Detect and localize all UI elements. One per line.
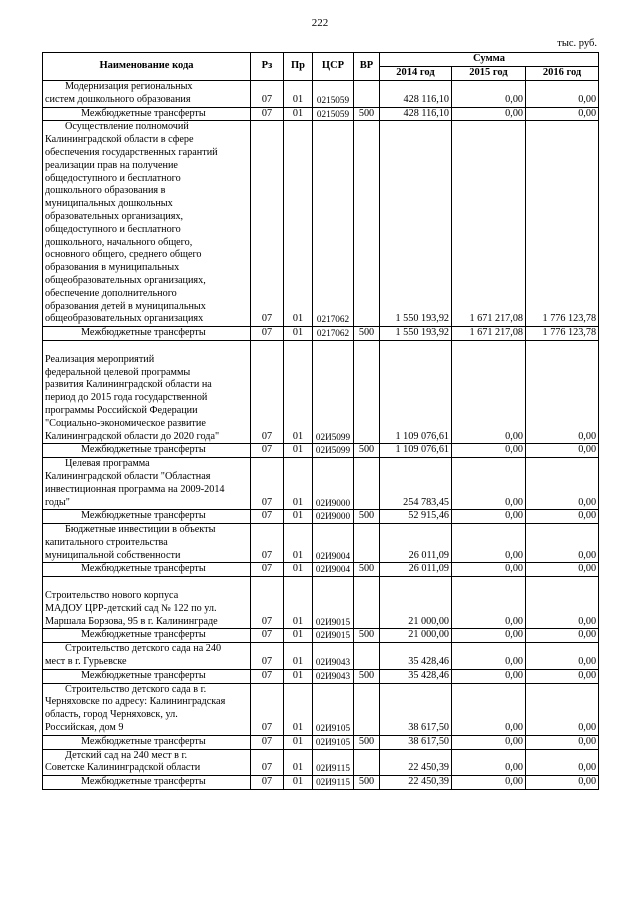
cell-rz: 07: [251, 643, 284, 670]
row-name-line: Советске Калининградской области: [45, 762, 201, 774]
table-row: [43, 444, 599, 458]
row-name: [43, 524, 251, 563]
cell-v2016: 0,00: [526, 629, 599, 643]
cell-v2014: 35 428,46: [380, 643, 452, 670]
cell-vr: [354, 749, 380, 776]
row-name: [43, 340, 251, 443]
cell-vr: [354, 577, 380, 629]
table-row: [43, 510, 599, 524]
row-name-line: Реализация мероприятий: [45, 353, 155, 365]
cell-pr: 01: [284, 510, 313, 524]
row-name: [43, 577, 251, 629]
cell-vr: [354, 683, 380, 735]
cell-pr: 01: [284, 107, 313, 121]
row-name: [43, 669, 251, 683]
cell-csr: 02И9043: [313, 643, 354, 670]
row-name-line: Калининградской области "Областная: [45, 470, 211, 482]
cell-v2016: 0,00: [526, 458, 599, 510]
cell-vr: 500: [354, 629, 380, 643]
cell-v2016: 0,00: [526, 563, 599, 577]
table-row: [43, 524, 599, 563]
row-name-line: систем дошкольного образования: [45, 93, 191, 105]
row-name: [43, 563, 251, 577]
row-name-line: дошкольного образования в: [45, 185, 166, 197]
cell-v2014: 21 000,00: [380, 629, 452, 643]
cell-v2015: 0,00: [452, 683, 526, 735]
row-name: [43, 444, 251, 458]
cell-v2014: 1 550 193,92: [380, 121, 452, 327]
header-csr: ЦСР: [313, 53, 354, 81]
row-name-line: "Социально-экономическое развитие: [45, 417, 206, 429]
row-name-line: развития Калининградской области на: [45, 379, 212, 391]
cell-pr: 01: [284, 643, 313, 670]
cell-rz: 07: [251, 444, 284, 458]
row-name-line: образования детей в муниципальных: [45, 300, 206, 312]
cell-rz: 07: [251, 121, 284, 327]
units-label: тыс. руб.: [557, 38, 597, 49]
cell-v2015: 0,00: [452, 629, 526, 643]
cell-csr: 02И9043: [313, 669, 354, 683]
row-name-line: основного общего, среднего общего: [45, 249, 202, 261]
row-name-line: Российская, дом 9: [45, 722, 124, 734]
row-name-line: инвестиционная программа на 2009-2014: [45, 483, 225, 495]
row-name-line: Детский сад на 240 мест в г.: [65, 749, 188, 761]
cell-csr: 02И9115: [313, 749, 354, 776]
cell-pr: 01: [284, 577, 313, 629]
row-name-line: Межбюджетные трансферты: [81, 669, 206, 681]
row-name: [43, 458, 251, 510]
row-name-line: реализации прав на получение: [45, 159, 178, 171]
row-name: [43, 776, 251, 790]
row-name-line: [45, 341, 248, 354]
cell-v2016: 0,00: [526, 340, 599, 443]
cell-rz: 07: [251, 563, 284, 577]
cell-vr: 500: [354, 563, 380, 577]
header-sum: Сумма: [380, 53, 599, 67]
row-name-line: образовательных организациях,: [45, 210, 184, 222]
row-name-line: Строительство нового корпуса: [45, 590, 179, 602]
row-name-line: [45, 577, 248, 590]
cell-vr: [354, 458, 380, 510]
row-name: [43, 121, 251, 327]
cell-pr: 01: [284, 458, 313, 510]
cell-pr: 01: [284, 749, 313, 776]
cell-vr: [354, 81, 380, 108]
cell-v2015: 0,00: [452, 340, 526, 443]
cell-pr: 01: [284, 327, 313, 341]
cell-v2016: 0,00: [526, 669, 599, 683]
row-name-line: мест в г. Гурьевске: [45, 656, 127, 668]
cell-rz: 07: [251, 510, 284, 524]
header-rz: Рз: [251, 53, 284, 81]
cell-csr: 02И9004: [313, 524, 354, 563]
cell-csr: 0215059: [313, 81, 354, 108]
cell-v2016: 0,00: [526, 749, 599, 776]
row-name: [43, 629, 251, 643]
table-row: [43, 735, 599, 749]
cell-v2015: 0,00: [452, 458, 526, 510]
cell-v2016: 0,00: [526, 510, 599, 524]
row-name-line: Осуществление полномочий: [65, 121, 189, 133]
cell-rz: 07: [251, 524, 284, 563]
cell-v2016: 0,00: [526, 735, 599, 749]
cell-vr: 500: [354, 776, 380, 790]
cell-v2015: 0,00: [452, 735, 526, 749]
cell-v2015: 1 671 217,08: [452, 327, 526, 341]
cell-pr: 01: [284, 121, 313, 327]
table-row: [43, 563, 599, 577]
cell-rz: 07: [251, 327, 284, 341]
cell-csr: 0217062: [313, 121, 354, 327]
cell-v2016: 0,00: [526, 81, 599, 108]
cell-v2015: 0,00: [452, 81, 526, 108]
table-row: [43, 749, 599, 776]
row-name: [43, 107, 251, 121]
cell-v2015: 0,00: [452, 444, 526, 458]
cell-v2015: 0,00: [452, 563, 526, 577]
row-name-line: общеобразовательных организациях: [45, 313, 204, 325]
cell-v2016: 1 776 123,78: [526, 327, 599, 341]
cell-rz: 07: [251, 683, 284, 735]
table-row: [43, 669, 599, 683]
page-number: 222: [311, 17, 329, 29]
row-name-line: Межбюджетные трансферты: [81, 444, 206, 456]
table-row: [43, 683, 599, 735]
cell-vr: 500: [354, 735, 380, 749]
cell-vr: 500: [354, 669, 380, 683]
row-name-line: федеральной целевой программы: [45, 366, 191, 378]
cell-rz: 07: [251, 669, 284, 683]
row-name-line: Межбюджетные трансферты: [81, 629, 206, 641]
cell-rz: 07: [251, 749, 284, 776]
cell-v2015: 0,00: [452, 776, 526, 790]
cell-v2015: 0,00: [452, 669, 526, 683]
cell-v2016: 0,00: [526, 444, 599, 458]
cell-v2014: 1 109 076,61: [380, 340, 452, 443]
row-name-line: Бюджетные инвестиции в объекты: [65, 524, 216, 536]
cell-v2014: 26 011,09: [380, 563, 452, 577]
cell-csr: 02И9000: [313, 458, 354, 510]
cell-v2016: 1 776 123,78: [526, 121, 599, 327]
cell-v2016: 0,00: [526, 683, 599, 735]
table-row: [43, 327, 599, 341]
cell-pr: 01: [284, 81, 313, 108]
cell-v2016: 0,00: [526, 577, 599, 629]
row-name-line: муниципальной собственности: [45, 549, 181, 561]
table-body: [43, 81, 599, 790]
cell-v2016: 0,00: [526, 776, 599, 790]
cell-v2016: 0,00: [526, 524, 599, 563]
row-name: [43, 327, 251, 341]
row-name-line: Межбюджетные трансферты: [81, 735, 206, 747]
header-2016: 2016 год: [526, 67, 599, 81]
table-row: [43, 458, 599, 510]
cell-pr: 01: [284, 524, 313, 563]
cell-vr: 500: [354, 107, 380, 121]
cell-pr: 01: [284, 340, 313, 443]
cell-csr: 02И5099: [313, 340, 354, 443]
row-name-line: Черняховске по адресу: Калининградская: [45, 696, 226, 708]
row-name: [43, 683, 251, 735]
row-name-line: дошкольного, начального общего,: [45, 236, 193, 248]
row-name-line: Межбюджетные трансферты: [81, 776, 206, 788]
row-name-line: Калининградской области до 2020 года": [45, 430, 220, 442]
cell-rz: 07: [251, 458, 284, 510]
cell-vr: 500: [354, 510, 380, 524]
row-name-line: Межбюджетные трансферты: [81, 563, 206, 575]
cell-v2014: 428 116,10: [380, 107, 452, 121]
cell-pr: 01: [284, 776, 313, 790]
header-pr: Пр: [284, 53, 313, 81]
cell-pr: 01: [284, 669, 313, 683]
cell-v2015: 0,00: [452, 749, 526, 776]
cell-v2014: 1 550 193,92: [380, 327, 452, 341]
cell-v2015: 0,00: [452, 643, 526, 670]
row-name-line: обеспечения государственных гарантий: [45, 146, 218, 158]
row-name-line: муниципальных дошкольных: [45, 198, 173, 210]
row-name-line: Строительство детского сада в г.: [65, 683, 207, 695]
row-name-line: программы Российской Федерации: [45, 404, 198, 416]
cell-v2014: 428 116,10: [380, 81, 452, 108]
cell-v2014: 22 450,39: [380, 776, 452, 790]
cell-vr: 500: [354, 444, 380, 458]
row-name-line: МАДОУ ЦРР-детский сад № 122 по ул.: [45, 602, 217, 614]
cell-v2015: 1 671 217,08: [452, 121, 526, 327]
cell-vr: [354, 121, 380, 327]
row-name-line: Межбюджетные трансферты: [81, 107, 206, 119]
cell-v2014: 26 011,09: [380, 524, 452, 563]
row-name-line: Маршала Борзова, 95 в г. Калининграде: [45, 615, 218, 627]
cell-rz: 07: [251, 107, 284, 121]
cell-rz: 07: [251, 735, 284, 749]
cell-v2014: 38 617,50: [380, 735, 452, 749]
table-row: [43, 121, 599, 327]
cell-pr: 01: [284, 735, 313, 749]
cell-csr: 02И9004: [313, 563, 354, 577]
row-name: [43, 81, 251, 108]
header-2015: 2015 год: [452, 67, 526, 81]
cell-csr: 02И9115: [313, 776, 354, 790]
cell-v2015: 0,00: [452, 577, 526, 629]
cell-v2014: 22 450,39: [380, 749, 452, 776]
cell-csr: 02И9105: [313, 683, 354, 735]
table-row: [43, 81, 599, 108]
table-row: [43, 629, 599, 643]
table-row: [43, 776, 599, 790]
row-name-line: область, город Черняховск, ул.: [45, 709, 178, 721]
row-name-line: Строительство детского сада на 240: [65, 643, 222, 655]
cell-csr: 02И9000: [313, 510, 354, 524]
cell-csr: 0215059: [313, 107, 354, 121]
table-row: [43, 577, 599, 629]
cell-rz: 07: [251, 629, 284, 643]
table-row: [43, 107, 599, 121]
row-name-line: период до 2015 года государственной: [45, 392, 208, 404]
row-name-line: общеобразовательных организациях,: [45, 274, 206, 286]
cell-csr: 02И9105: [313, 735, 354, 749]
row-name-line: Модернизация региональных: [65, 81, 193, 92]
cell-v2014: 254 783,45: [380, 458, 452, 510]
cell-v2014: 1 109 076,61: [380, 444, 452, 458]
row-name-line: общедоступного и бесплатного: [45, 172, 181, 184]
row-name-line: обеспечение дополнительного: [45, 287, 177, 299]
row-name-line: общедоступного и бесплатного: [45, 223, 181, 235]
cell-pr: 01: [284, 563, 313, 577]
row-name-line: годы": [45, 496, 70, 508]
cell-v2014: 38 617,50: [380, 683, 452, 735]
row-name-line: Межбюджетные трансферты: [81, 510, 206, 522]
budget-table: [42, 52, 599, 790]
cell-v2014: 52 915,46: [380, 510, 452, 524]
row-name-line: Калининградской области в сфере: [45, 134, 194, 146]
cell-pr: 01: [284, 683, 313, 735]
row-name: [43, 735, 251, 749]
row-name: [43, 643, 251, 670]
cell-csr: 02И9015: [313, 577, 354, 629]
cell-pr: 01: [284, 444, 313, 458]
cell-vr: [354, 643, 380, 670]
header-vr: ВР: [354, 53, 380, 81]
cell-rz: 07: [251, 81, 284, 108]
cell-pr: 01: [284, 629, 313, 643]
table-row: [43, 643, 599, 670]
row-name-line: образования в муниципальных: [45, 262, 180, 274]
table-row: [43, 340, 599, 443]
row-name-line: Целевая программа: [65, 458, 150, 470]
row-name-line: капитального строительства: [45, 536, 168, 548]
cell-v2016: 0,00: [526, 643, 599, 670]
cell-v2015: 0,00: [452, 510, 526, 524]
row-name: [43, 510, 251, 524]
row-name-line: Межбюджетные трансферты: [81, 327, 206, 339]
cell-v2016: 0,00: [526, 107, 599, 121]
cell-rz: 07: [251, 776, 284, 790]
cell-v2014: 21 000,00: [380, 577, 452, 629]
cell-v2014: 35 428,46: [380, 669, 452, 683]
cell-csr: 0217062: [313, 327, 354, 341]
cell-rz: 07: [251, 340, 284, 443]
cell-csr: 02И5099: [313, 444, 354, 458]
cell-rz: 07: [251, 577, 284, 629]
row-name: [43, 749, 251, 776]
header-name: Наименование кода: [43, 53, 251, 81]
cell-v2015: 0,00: [452, 524, 526, 563]
cell-csr: 02И9015: [313, 629, 354, 643]
cell-vr: [354, 524, 380, 563]
cell-vr: [354, 340, 380, 443]
cell-vr: 500: [354, 327, 380, 341]
cell-v2015: 0,00: [452, 107, 526, 121]
header-2014: 2014 год: [380, 67, 452, 81]
